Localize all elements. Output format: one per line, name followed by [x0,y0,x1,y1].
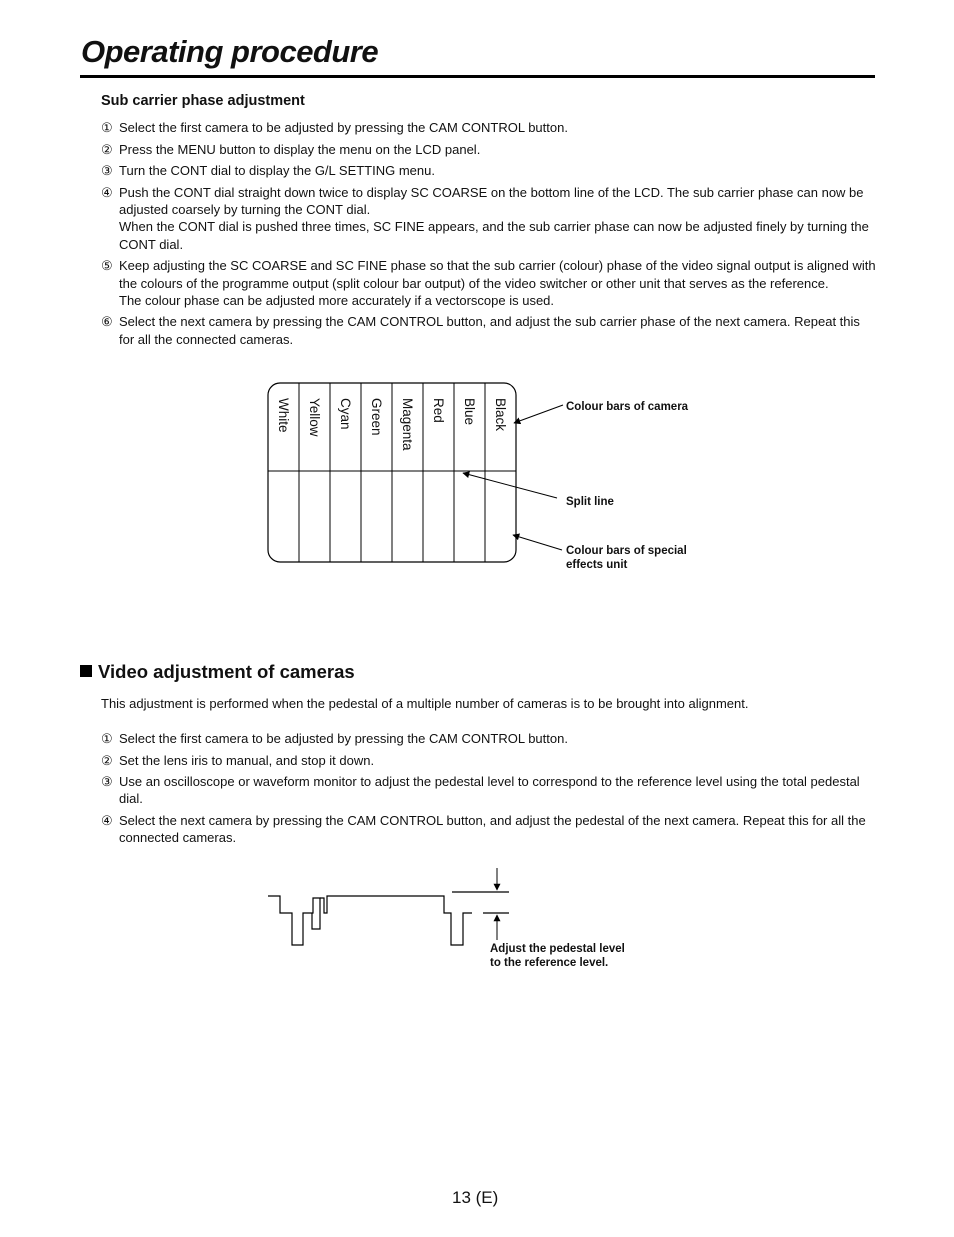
step-text: Use an oscilloscope or waveform monitor to adjust the pedestal level to correspond to the reference level using the total pedestal dial. [119,774,860,807]
step-item [101,812,877,847]
step-number: ① [101,120,113,135]
bar-label-black: Black [493,398,508,432]
step-text: Select the first camera to be adjusted by pressing the CAM CONTROL button. [119,120,568,135]
waveform [268,892,509,945]
bar-label-green: Green [369,398,384,436]
step-number: ⑤ [101,258,113,274]
step-text: Turn the CONT dial to display the G/L SETTING menu. [119,163,435,179]
bullet-square-icon [80,665,92,677]
step-number: ④ [101,184,113,200]
step-text: Select the first camera to be adjusted by pressing the CAM CONTROL button. [119,731,568,746]
step-number: ⑥ [101,314,113,330]
pedestal-callout-line1: Adjust the pedestal level [490,943,625,955]
video-adjustment-heading-text: Video adjustment of cameras [98,661,355,682]
callout-special-effects [566,544,687,572]
video-adjustment-heading [80,661,355,683]
video-adjustment-intro: This adjustment is performed when the pedestal of a multiple number of cameras is to be brought into alignment. [101,696,749,711]
page-number: 13 (E) [452,1188,499,1207]
pedestal-callout [490,942,625,970]
step-text: Press the MENU button to display the menu on the LCD panel. [119,141,481,157]
step-number: ① [101,731,113,746]
step-text: Push the CONT dial straight down twice to display SC COARSE on the bottom line of the LCD. The sub carrier phase can now be adjusted coarsely by turning the CONT dial. [119,184,864,218]
step-number: ④ [101,813,113,829]
bar-label-yellow: Yellow [307,398,322,437]
camera-arrow [514,405,563,423]
split-arrow [463,473,557,498]
step-text: Select the next camera by pressing the CAM CONTROL button, and adjust the pedestal of the next camera. Repeat this for all the connected cameras. [119,813,866,846]
step-note: When the CONT dial is pushed three times, SC FINE appears, and the sub carrier phase can now be adjusted finely by turning the CONT dial. [119,219,869,252]
step-item [101,730,877,747]
step-note: The colour phase can be adjusted more accurately if a vectorscope is used. [119,292,555,308]
bar-label-white: White [276,398,291,433]
sub-carrier-heading: Sub carrier phase adjustment [101,93,305,109]
step-number: ③ [101,774,113,790]
video-adjustment-steps [101,730,877,851]
callout-camera-bars: Colour bars of camera [566,401,689,413]
step-number: ② [101,141,113,157]
bar-label-magenta: Magenta [400,398,415,451]
step-item [101,773,877,808]
step-text: Keep adjusting the SC COARSE and SC FINE phase so that the sub carrier (colour) phase of the video signal output is aligned with the colours of the programme output (split colour bar output) of the video switcher or other unit that serves as the reference. [119,258,876,291]
page-title: Operating procedure [81,34,379,69]
step-text: Set the lens iris to manual, and stop it down. [119,752,375,768]
bar-label-cyan: Cyan [338,398,353,430]
step-number: ② [101,752,113,768]
callout-special-line1: Colour bars of special [566,545,687,557]
callout-split-line: Split line [566,496,614,508]
step-text: Select the next camera by pressing the CAM CONTROL button, and adjust the sub carrier phase of the next camera. Repeat this for all the connected cameras. [119,314,860,347]
bar-label-blue: Blue [462,398,477,426]
special-arrow [513,535,562,550]
bar-dividers [299,383,485,562]
callout-special-line2: effects unit [566,559,628,571]
step-item [101,752,877,769]
step-number: ③ [101,163,113,179]
pedestal-callout-line2: to the reference level. [490,957,609,969]
bar-label-red: Red [431,398,446,423]
